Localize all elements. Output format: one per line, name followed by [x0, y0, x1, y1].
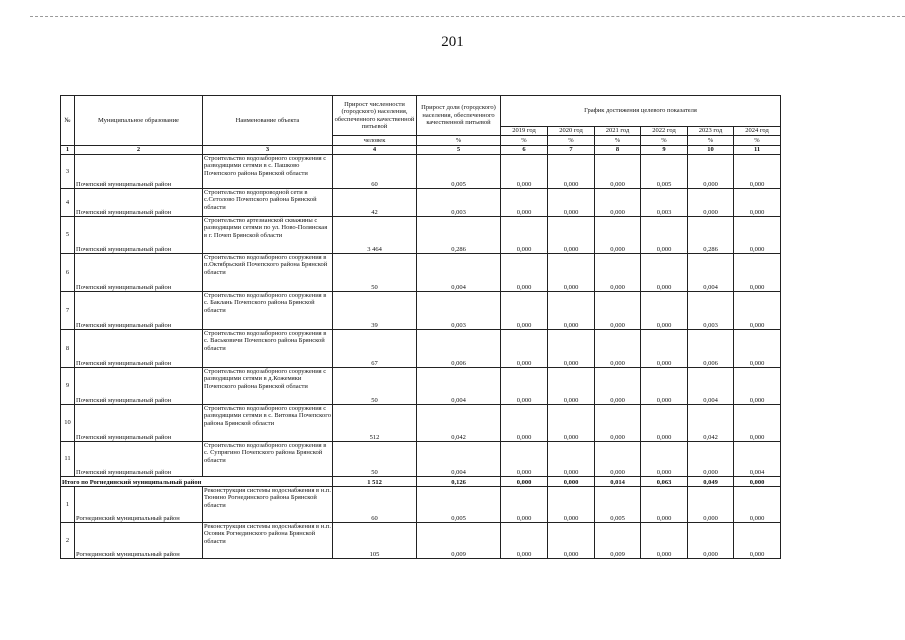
year-value-cell: 0,000 — [595, 405, 641, 442]
table-row — [61, 292, 781, 330]
year-value-cell: 0,000 — [501, 330, 548, 368]
year-value-cell: 0,004 — [688, 254, 734, 292]
year-value-cell: 0,000 — [501, 523, 548, 559]
object-name-cell: Реконструкция системы водоснабжения в н.п. Тюнино Рогнединского района Брянской области — [203, 487, 333, 523]
year-value-cell: 0,000 — [501, 368, 548, 405]
people-count-cell: 50 — [333, 254, 417, 292]
object-name-cell: Строительство артезианской скважины с разводящими сетями по ул. Ново-Полянская в г. Почеп Брянской области — [203, 217, 333, 254]
year-value-cell: 0,000 — [688, 442, 734, 477]
total-year-value: 0,000 — [501, 477, 548, 487]
header-year: 2020 год — [548, 127, 595, 136]
unit-pct: % — [734, 136, 781, 146]
year-value-cell: 0,286 — [688, 217, 734, 254]
total-year-value: 0,063 — [641, 477, 688, 487]
row-number: 9 — [61, 368, 75, 405]
unit-pct: % — [417, 136, 501, 146]
people-count-cell: 60 — [333, 487, 417, 523]
header-year: 2023 год — [688, 127, 734, 136]
header-year: 2021 год — [595, 127, 641, 136]
unit-pct: % — [501, 136, 548, 146]
share-cell: 0,004 — [417, 368, 501, 405]
year-value-cell: 0,000 — [641, 330, 688, 368]
share-cell: 0,042 — [417, 405, 501, 442]
object-name-cell: Строительство водопроводной сети в с.Сетолово Почепского района Брянской области — [203, 189, 333, 217]
year-value-cell: 0,000 — [734, 189, 781, 217]
year-value-cell: 0,000 — [688, 487, 734, 523]
table-row — [61, 189, 781, 217]
people-count-cell: 67 — [333, 330, 417, 368]
year-value-cell: 0,000 — [501, 292, 548, 330]
year-value-cell: 0,000 — [548, 330, 595, 368]
header-year: 2022 год — [641, 127, 688, 136]
table-row — [61, 405, 781, 442]
year-value-cell: 0,000 — [595, 189, 641, 217]
total-people: 1 512 — [333, 477, 417, 487]
row-number: 6 — [61, 254, 75, 292]
municipality-cell: Почепский муниципальный район — [75, 217, 203, 254]
share-cell: 0,003 — [417, 189, 501, 217]
object-name-cell: Реконструкция системы водоснабжения в н.п. Осовик Рогнединского района Брянской области — [203, 523, 333, 559]
municipality-cell: Почепский муниципальный район — [75, 330, 203, 368]
year-value-cell: 0,000 — [734, 292, 781, 330]
year-value-cell: 0,000 — [734, 155, 781, 189]
year-value-cell: 0,000 — [595, 368, 641, 405]
object-name-cell: Строительство водозаборного сооружения в п.Октябрьский Почепского района Брянской области — [203, 254, 333, 292]
column-numbers-row — [61, 146, 781, 155]
page-top-border — [30, 16, 905, 17]
col-number: 5 — [417, 146, 501, 155]
table-row — [61, 368, 781, 405]
share-cell: 0,005 — [417, 487, 501, 523]
year-value-cell: 0,004 — [734, 442, 781, 477]
table-row — [61, 523, 781, 559]
year-value-cell: 0,000 — [641, 254, 688, 292]
year-value-cell: 0,000 — [688, 189, 734, 217]
people-count-cell: 3 464 — [333, 217, 417, 254]
year-value-cell: 0,000 — [501, 254, 548, 292]
year-value-cell: 0,005 — [641, 155, 688, 189]
year-value-cell: 0,000 — [548, 254, 595, 292]
table-row — [61, 442, 781, 477]
header-schedule: График достижения целевого показателя — [501, 96, 781, 127]
row-number: 5 — [61, 217, 75, 254]
year-value-cell: 0,000 — [548, 292, 595, 330]
year-value-cell: 0,000 — [734, 217, 781, 254]
table-row — [61, 487, 781, 523]
year-value-cell: 0,000 — [641, 405, 688, 442]
share-cell: 0,004 — [417, 442, 501, 477]
object-name-cell: Строительство водозаборного сооружения с разводящими сетями в с. Пашково Почепского района Брянской области — [203, 155, 333, 189]
people-count-cell: 50 — [333, 368, 417, 405]
year-value-cell: 0,000 — [595, 217, 641, 254]
total-share: 0,126 — [417, 477, 501, 487]
header-year: 2019 год — [501, 127, 548, 136]
col-number: 10 — [688, 146, 734, 155]
col-number: 1 — [61, 146, 75, 155]
year-value-cell: 0,000 — [548, 217, 595, 254]
header-object: Наименование объекта — [203, 96, 333, 146]
year-value-cell: 0,000 — [548, 487, 595, 523]
row-number: 10 — [61, 405, 75, 442]
people-count-cell: 60 — [333, 155, 417, 189]
year-value-cell: 0,000 — [501, 405, 548, 442]
year-value-cell: 0,006 — [688, 330, 734, 368]
year-value-cell: 0,000 — [734, 368, 781, 405]
municipality-cell: Почепский муниципальный район — [75, 442, 203, 477]
year-value-cell: 0,000 — [595, 254, 641, 292]
row-number: 11 — [61, 442, 75, 477]
object-name-cell: Строительство водозаборного сооружения в с. Баклань Почепского района Брянской области — [203, 292, 333, 330]
table-row — [61, 155, 781, 189]
people-count-cell: 50 — [333, 442, 417, 477]
year-value-cell: 0,000 — [548, 442, 595, 477]
unit-people: человек — [333, 136, 417, 146]
municipality-cell: Почепский муниципальный район — [75, 405, 203, 442]
unit-pct: % — [595, 136, 641, 146]
col-number: 8 — [595, 146, 641, 155]
header-row — [61, 96, 781, 127]
col-number: 7 — [548, 146, 595, 155]
total-row — [61, 477, 781, 487]
municipality-cell: Почепский муниципальный район — [75, 368, 203, 405]
year-value-cell: 0,000 — [548, 368, 595, 405]
municipality-cell: Рогнединский муниципальный район — [75, 487, 203, 523]
municipality-cell: Рогнединский муниципальный район — [75, 523, 203, 559]
municipality-cell: Почепский муниципальный район — [75, 292, 203, 330]
total-year-value: 0,000 — [734, 477, 781, 487]
object-name-cell: Строительство водозаборного сооружения с разводящими сетями в с. Витовка Почепского района Брянской области — [203, 405, 333, 442]
year-value-cell: 0,000 — [595, 442, 641, 477]
table-row — [61, 217, 781, 254]
year-value-cell: 0,000 — [501, 217, 548, 254]
indicator-table — [60, 95, 781, 559]
municipality-cell: Почепский муниципальный район — [75, 155, 203, 189]
total-year-value: 0,014 — [595, 477, 641, 487]
row-number: 8 — [61, 330, 75, 368]
col-number: 9 — [641, 146, 688, 155]
total-label: Итого по Рогнединский муниципальный район — [61, 477, 333, 487]
unit-pct: % — [641, 136, 688, 146]
table-row — [61, 254, 781, 292]
year-value-cell: 0,000 — [548, 405, 595, 442]
share-cell: 0,003 — [417, 292, 501, 330]
year-value-cell: 0,000 — [734, 523, 781, 559]
year-value-cell: 0,000 — [595, 155, 641, 189]
col-number: 3 — [203, 146, 333, 155]
year-value-cell: 0,000 — [548, 523, 595, 559]
share-cell: 0,004 — [417, 254, 501, 292]
people-count-cell: 105 — [333, 523, 417, 559]
header-growth-pop: Прирост численности (городского) населения, обеспеченного качественной питьевой — [333, 96, 417, 136]
object-name-cell: Строительство водозаборного сооружения в с. Супрягино Почепского района Брянской области — [203, 442, 333, 477]
people-count-cell: 42 — [333, 189, 417, 217]
row-number: 4 — [61, 189, 75, 217]
municipality-cell: Почепский муниципальный район — [75, 189, 203, 217]
header-num: № — [61, 96, 75, 146]
year-value-cell: 0,000 — [734, 405, 781, 442]
year-value-cell: 0,042 — [688, 405, 734, 442]
year-value-cell: 0,000 — [595, 292, 641, 330]
row-number: 2 — [61, 523, 75, 559]
share-cell: 0,006 — [417, 330, 501, 368]
year-value-cell: 0,000 — [501, 155, 548, 189]
year-value-cell: 0,003 — [688, 292, 734, 330]
year-value-cell: 0,000 — [734, 254, 781, 292]
page-number: 201 — [441, 34, 464, 50]
year-value-cell: 0,009 — [595, 523, 641, 559]
share-cell: 0,009 — [417, 523, 501, 559]
year-value-cell: 0,000 — [734, 330, 781, 368]
year-value-cell: 0,000 — [548, 189, 595, 217]
share-cell: 0,286 — [417, 217, 501, 254]
year-value-cell: 0,000 — [641, 442, 688, 477]
col-number: 11 — [734, 146, 781, 155]
table-row — [61, 330, 781, 368]
header-municipality: Муниципальное образование — [75, 96, 203, 146]
row-number: 1 — [61, 487, 75, 523]
year-value-cell: 0,000 — [548, 155, 595, 189]
total-year-value: 0,049 — [688, 477, 734, 487]
row-number: 7 — [61, 292, 75, 330]
year-value-cell: 0,000 — [734, 487, 781, 523]
year-value-cell: 0,000 — [641, 523, 688, 559]
year-value-cell: 0,000 — [688, 523, 734, 559]
year-value-cell: 0,000 — [595, 330, 641, 368]
year-value-cell: 0,000 — [501, 442, 548, 477]
header-growth-share: Прирост доли (городского) населения, обеспеченного качественной питьевой — [417, 96, 501, 136]
people-count-cell: 39 — [333, 292, 417, 330]
object-name-cell: Строительство водозаборного сооружения в с. Васьковичи Почепского района Брянской области — [203, 330, 333, 368]
unit-pct: % — [688, 136, 734, 146]
total-year-value: 0,000 — [548, 477, 595, 487]
year-value-cell: 0,000 — [641, 292, 688, 330]
share-cell: 0,005 — [417, 155, 501, 189]
year-value-cell: 0,000 — [641, 368, 688, 405]
row-number: 3 — [61, 155, 75, 189]
unit-pct: % — [548, 136, 595, 146]
year-value-cell: 0,003 — [641, 189, 688, 217]
people-count-cell: 512 — [333, 405, 417, 442]
municipality-cell: Почепский муниципальный район — [75, 254, 203, 292]
year-value-cell: 0,000 — [688, 155, 734, 189]
object-name-cell: Строительство водозаборного сооружения с разводящими сетями в д.Кожемяки Почепского района Брянской области — [203, 368, 333, 405]
year-value-cell: 0,000 — [641, 217, 688, 254]
col-number: 2 — [75, 146, 203, 155]
year-value-cell: 0,004 — [688, 368, 734, 405]
year-value-cell: 0,000 — [501, 487, 548, 523]
col-number: 6 — [501, 146, 548, 155]
year-value-cell: 0,000 — [501, 189, 548, 217]
header-year: 2024 год — [734, 127, 781, 136]
year-value-cell: 0,005 — [595, 487, 641, 523]
col-number: 4 — [333, 146, 417, 155]
year-value-cell: 0,000 — [641, 487, 688, 523]
